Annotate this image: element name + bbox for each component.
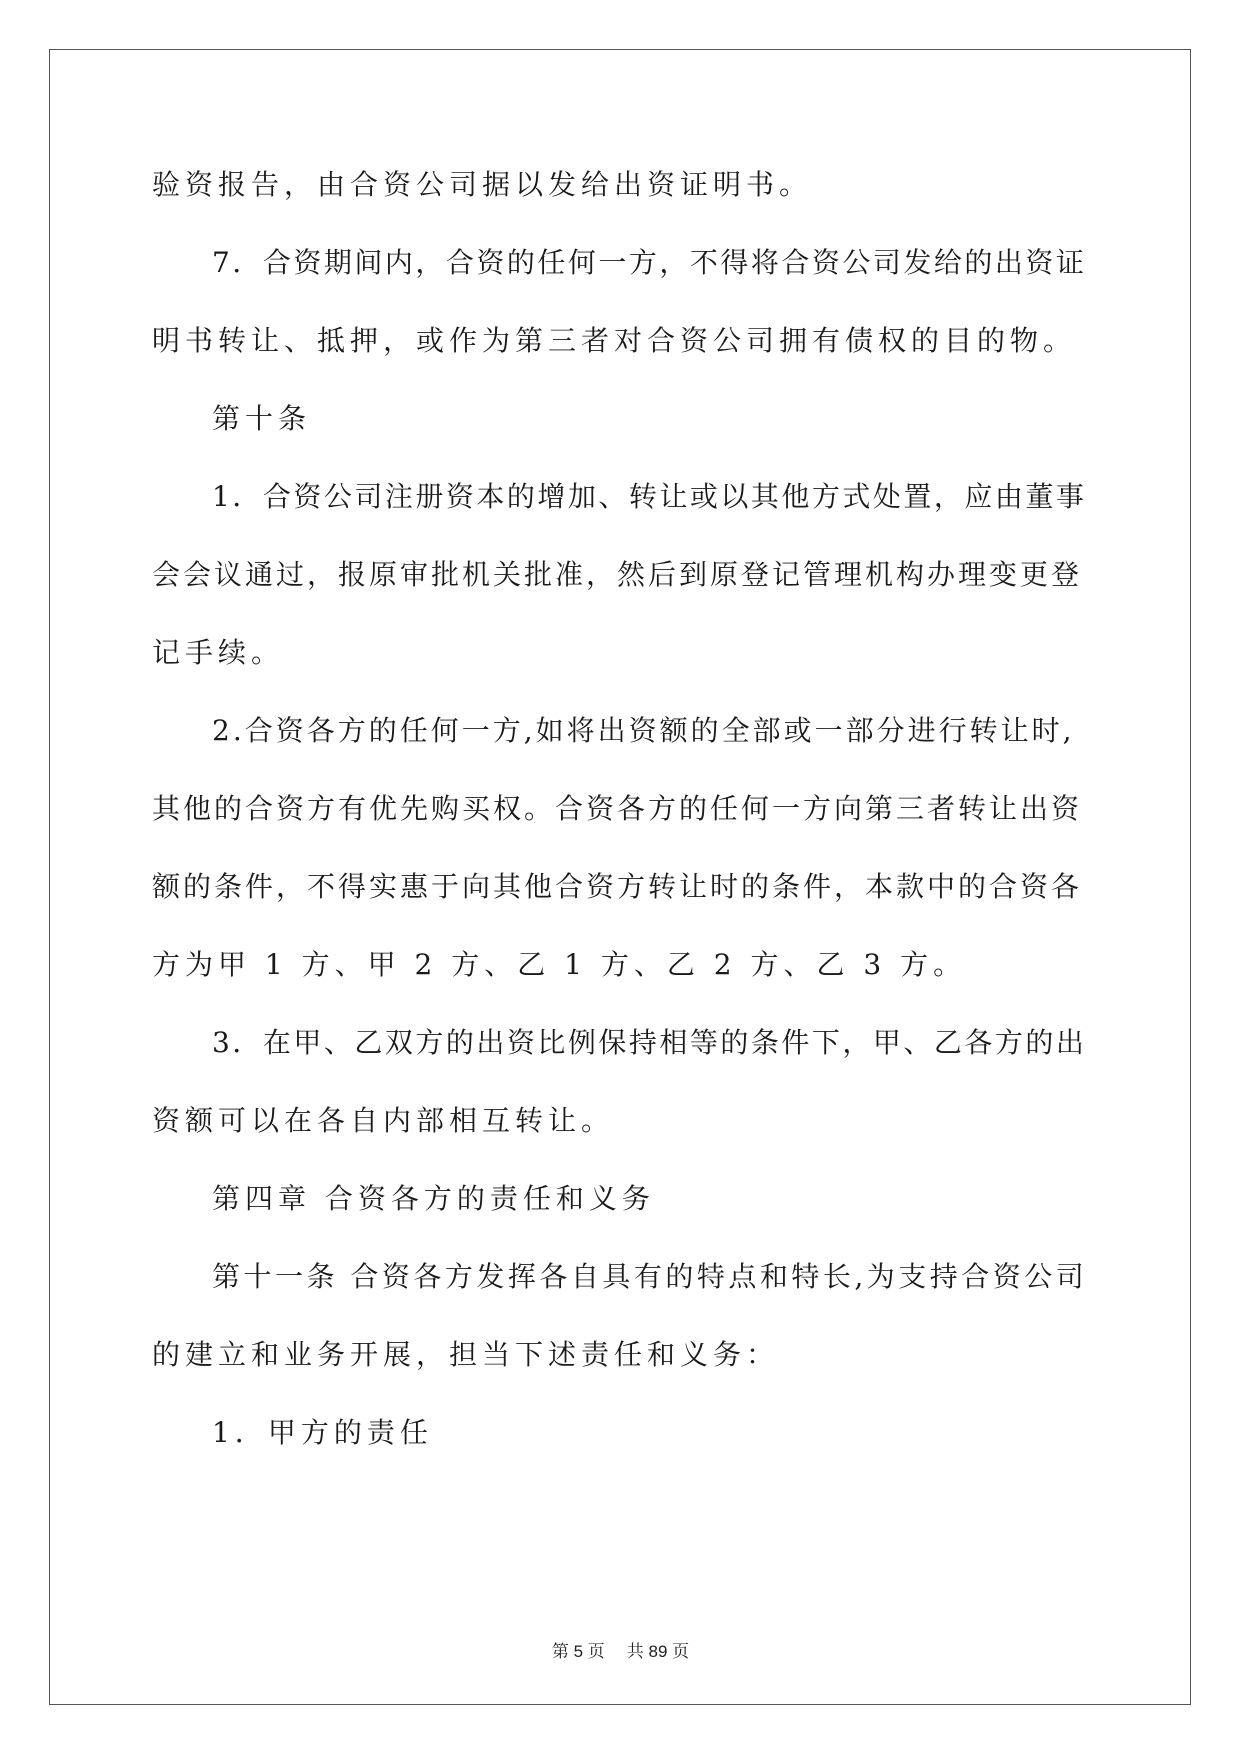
paragraph-line: 3．在甲、乙双方的出资比例保持相等的条件下，甲、乙各方的出: [212, 1026, 1087, 1059]
article-heading: 第十一条 合资各方发挥各自具有的特点和特长,为支持合资公司: [212, 1260, 1088, 1293]
chapter-heading: 第四章 合资各方的责任和义务: [212, 1182, 655, 1215]
paragraph-line: 2.合资各方的任何一方,如将出资额的全部或一部分进行转让时,: [212, 714, 1075, 747]
paragraph-line: 的建立和业务开展，担当下述责任和义务：: [152, 1338, 780, 1371]
paragraph-line: 其他的合资方有优先购买权。合资各方的任何一方向第三者转让出资: [152, 792, 1083, 825]
paragraph-line: 明书转让、抵押，或作为第三者对合资公司拥有债权的目的物。: [152, 324, 1077, 357]
page-number: 第 5 页: [551, 1642, 605, 1661]
paragraph-line: 记手续。: [152, 636, 285, 669]
total-pages: 共 89 页: [626, 1642, 690, 1661]
paragraph-line: 7．合资期间内，合资的任何一方，不得将合资公司发给的出资证: [212, 246, 1087, 279]
page-footer: [0, 1637, 1241, 1662]
section-heading: 第十条: [212, 402, 312, 435]
paragraph-line: 验资报告，由合资公司据以发给出资证明书。: [152, 168, 813, 201]
paragraph-line: 会会议通过，报原审批机关批准，然后到原登记管理机构办理变更登: [152, 558, 1083, 591]
paragraph-line: 额的条件，不得实惠于向其他合资方转让时的条件，本款中的合资各: [152, 870, 1083, 903]
document-body: [152, 160, 1089, 1486]
paragraph-line: 1．合资公司注册资本的增加、转让或以其他方式处置，应由董事: [212, 480, 1087, 513]
list-item-heading: 1．甲方的责任: [212, 1416, 433, 1449]
paragraph-line: 资额可以在各自内部相互转让。: [152, 1104, 615, 1137]
paragraph-line: 方为甲 1 方、甲 2 方、乙 1 方、乙 2 方、乙 3 方。: [152, 948, 967, 981]
